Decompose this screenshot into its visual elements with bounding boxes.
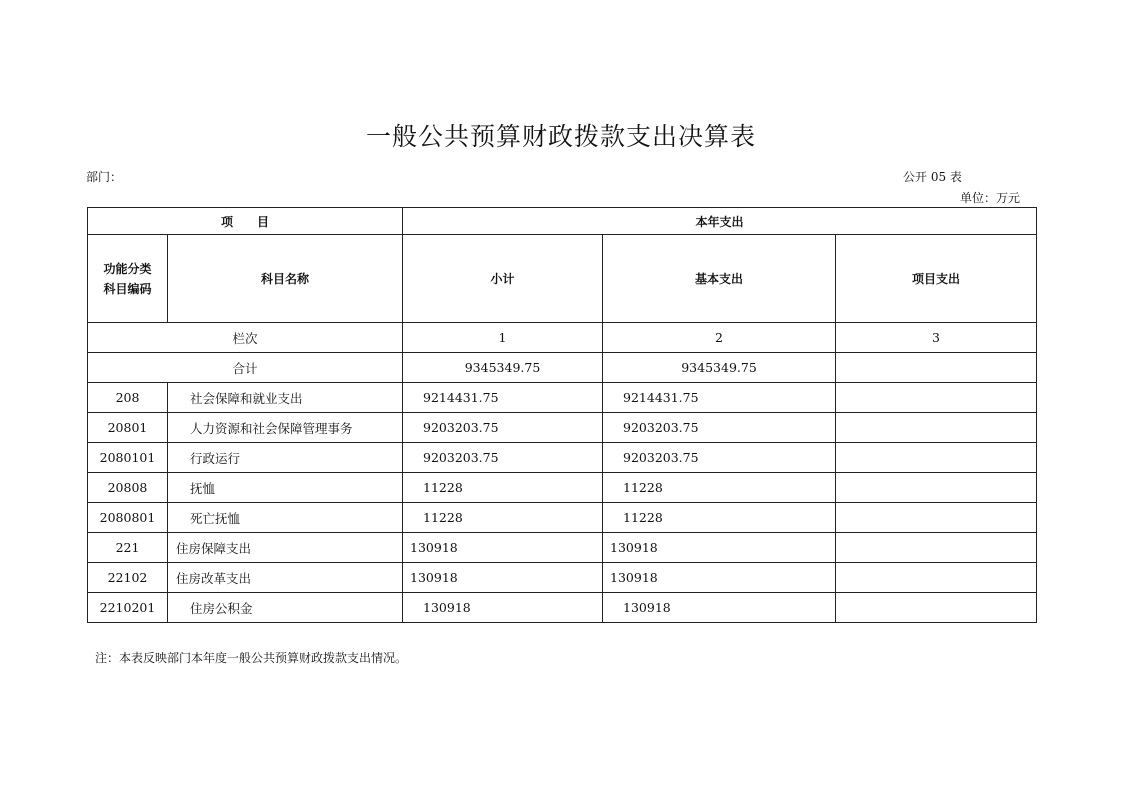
row-project (836, 443, 1037, 473)
row-subtotal: 9203203.75 (403, 443, 603, 473)
row-code: 208 (88, 383, 168, 413)
row-name: 抚恤 (168, 473, 403, 503)
header-subject-name: 科目名称 (168, 235, 403, 323)
header-row-2 (88, 235, 1037, 323)
table-row (88, 383, 1037, 413)
row-project (836, 563, 1037, 593)
row-basic: 11228 (603, 503, 836, 533)
header-code-line1: 功能分类 (103, 261, 152, 276)
row-project (836, 503, 1037, 533)
row-subtotal: 9203203.75 (403, 413, 603, 443)
row-code: 2080101 (88, 443, 168, 473)
table-row (88, 473, 1037, 503)
row-subtotal: 130918 (403, 593, 603, 623)
row-basic: 9203203.75 (603, 413, 836, 443)
total-basic: 9345349.75 (603, 353, 836, 383)
row-code: 2080801 (88, 503, 168, 533)
row-name: 行政运行 (168, 443, 403, 473)
row-code: 20808 (88, 473, 168, 503)
table-row (88, 563, 1037, 593)
header-basic: 基本支出 (603, 235, 836, 323)
header-subtotal: 小计 (403, 235, 603, 323)
row-project (836, 533, 1037, 563)
row-basic: 130918 (603, 533, 836, 563)
row-name: 死亡抚恤 (168, 503, 403, 533)
row-basic: 9214431.75 (603, 383, 836, 413)
header-current-year: 本年支出 (403, 208, 1037, 235)
table-row (88, 413, 1037, 443)
row-basic: 11228 (603, 473, 836, 503)
header-code (88, 235, 168, 323)
row-subtotal: 9214431.75 (403, 383, 603, 413)
row-subtotal: 11228 (403, 503, 603, 533)
table-row (88, 533, 1037, 563)
header-code-line2: 科目编码 (103, 281, 152, 296)
table-row (88, 593, 1037, 623)
row-code: 2210201 (88, 593, 168, 623)
row-name: 人力资源和社会保障管理事务 (168, 413, 403, 443)
total-label: 合计 (88, 353, 403, 383)
row-project (836, 593, 1037, 623)
department-label: 部门： (86, 170, 123, 184)
row-subtotal: 130918 (403, 563, 603, 593)
row-project (836, 473, 1037, 503)
footnote: 注：本表反映部门本年度一般公共预算财政拨款支出情况。 (95, 651, 408, 665)
column-index-2: 2 (603, 323, 836, 353)
row-subtotal: 130918 (403, 533, 603, 563)
row-basic: 130918 (603, 593, 836, 623)
total-project (836, 353, 1037, 383)
row-name: 住房改革支出 (168, 563, 403, 593)
total-subtotal: 9345349.75 (403, 353, 603, 383)
row-name: 住房保障支出 (168, 533, 403, 563)
row-basic: 130918 (603, 563, 836, 593)
header-project: 项 目 (88, 208, 403, 235)
row-project (836, 413, 1037, 443)
row-name: 住房公积金 (168, 593, 403, 623)
row-project (836, 383, 1037, 413)
column-index-label: 栏次 (88, 323, 403, 353)
unit-label: 单位：万元 (960, 191, 1021, 205)
column-index-1: 1 (403, 323, 603, 353)
row-name: 社会保障和就业支出 (168, 383, 403, 413)
column-index-3: 3 (836, 323, 1037, 353)
row-code: 20801 (88, 413, 168, 443)
row-basic: 9203203.75 (603, 443, 836, 473)
row-code: 221 (88, 533, 168, 563)
table-row (88, 443, 1037, 473)
row-subtotal: 11228 (403, 473, 603, 503)
header-row-1 (88, 208, 1037, 235)
budget-table (87, 207, 1037, 623)
row-code: 22102 (88, 563, 168, 593)
column-index-row (88, 323, 1037, 353)
form-number: 公开 05 表 (903, 170, 962, 184)
header-project-expense: 项目支出 (836, 235, 1037, 323)
total-row (88, 353, 1037, 383)
page-title: 一般公共预算财政拨款支出决算表 (365, 122, 756, 151)
table-row (88, 503, 1037, 533)
